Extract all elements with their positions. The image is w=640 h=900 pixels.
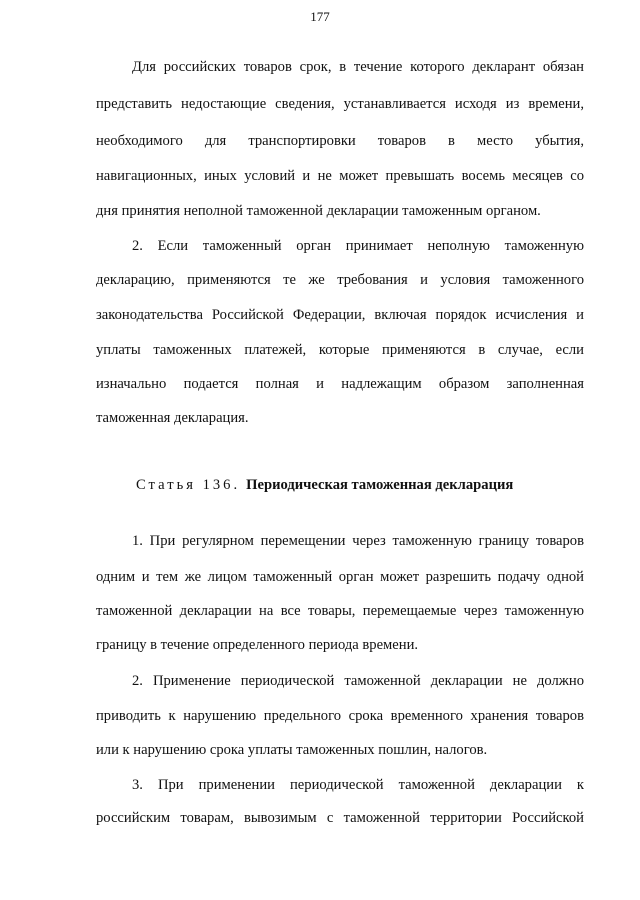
- paragraph-line: дня принятия неполной таможенной декларации таможенным органом.: [96, 203, 541, 219]
- paragraph-line: одним и тем же лицом таможенный орган может разрешить подачу одной: [96, 569, 584, 585]
- paragraph-line: таможенной декларации на все товары, перемещаемые через таможенную: [96, 603, 584, 619]
- paragraph-line: законодательства Российской Федерации, включая порядок исчисления и: [96, 307, 584, 323]
- article-heading: [136, 475, 513, 495]
- paragraph-line: уплаты таможенных платежей, которые применяются в случае, если: [96, 342, 584, 358]
- paragraph-line: Для российских товаров срок, в течение которого декларант обязан: [132, 59, 584, 75]
- paragraph-line: декларацию, применяются те же требования и условия таможенного: [96, 272, 584, 288]
- paragraph-line: представить недостающие сведения, устанавливается исходя из времени,: [96, 96, 584, 112]
- page-number: 177: [310, 9, 330, 24]
- paragraph-line: российским товарам, вывозимым с таможенной территории Российской: [96, 810, 584, 826]
- paragraph-line: изначально подается полная и надлежащим образом заполненная: [96, 376, 584, 392]
- paragraph-line: таможенная декларация.: [96, 410, 249, 426]
- paragraph-line: навигационных, иных условий и не может превышать восемь месяцев со: [96, 168, 584, 184]
- article-label: Статья 136.: [136, 477, 241, 493]
- paragraph-line: или к нарушению срока уплаты таможенных пошлин, налогов.: [96, 742, 488, 758]
- paragraph-line: границу в течение определенного периода времени.: [96, 637, 419, 653]
- paragraph-line: необходимого для транспортировки товаров в место убытия,: [96, 133, 584, 149]
- article-title: Периодическая таможенная декларация: [246, 477, 514, 493]
- paragraph-line: 3. При применении периодической таможенной декларации к: [132, 777, 584, 793]
- paragraph-line: 2. Применение периодической таможенной декларации не должно: [132, 673, 584, 689]
- paragraph-line: приводить к нарушению предельного срока временного хранения товаров: [96, 708, 584, 724]
- paragraph-line: 1. При регулярном перемещении через таможенную границу товаров: [132, 533, 584, 549]
- paragraph-line: 2. Если таможенный орган принимает неполную таможенную: [132, 238, 584, 254]
